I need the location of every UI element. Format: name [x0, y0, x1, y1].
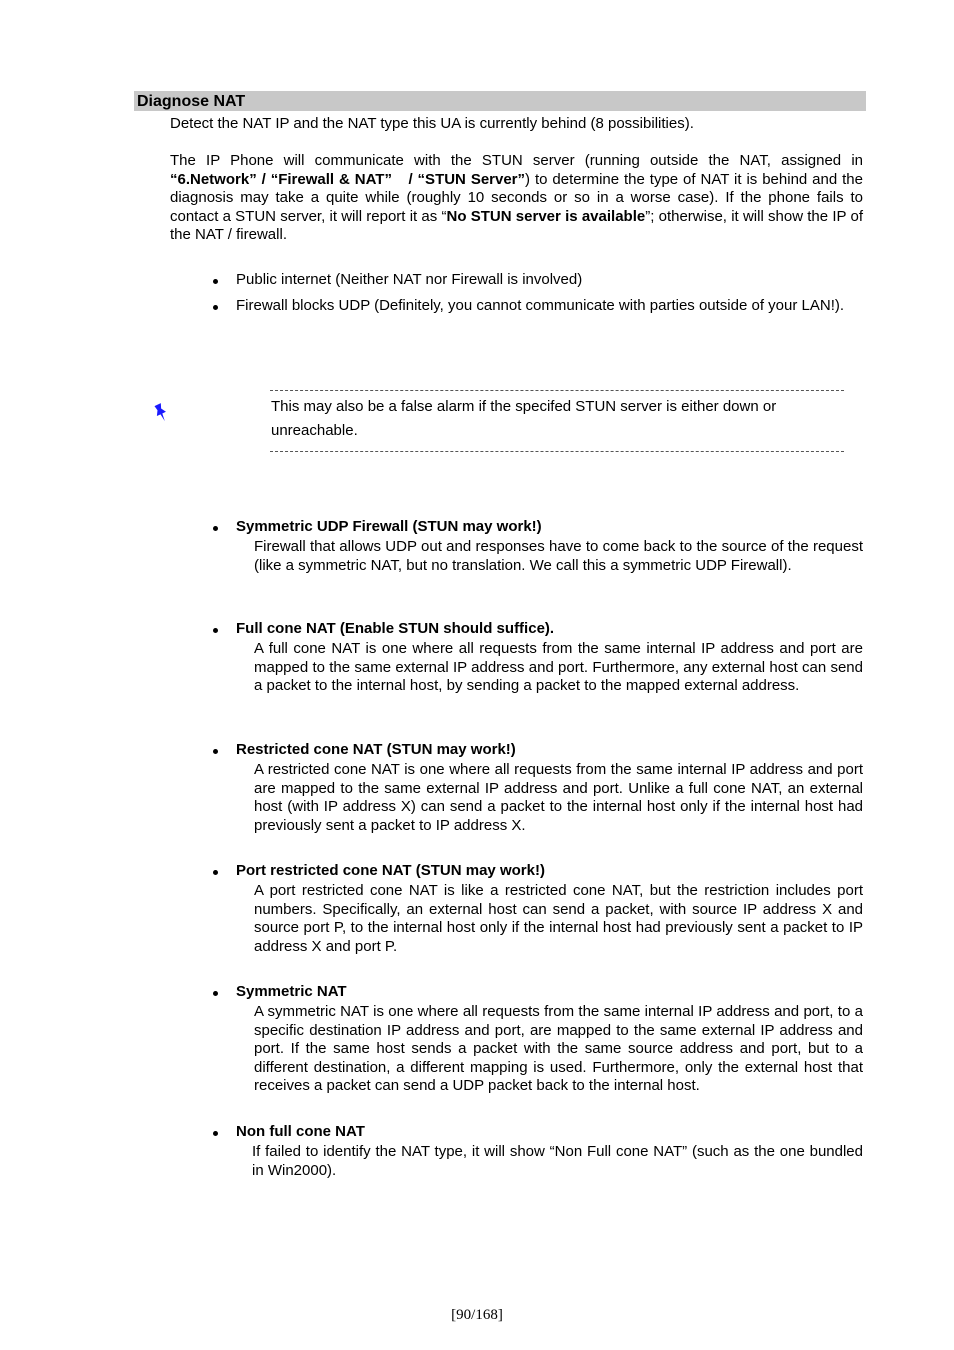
nat-type-description: A port restricted cone NAT is like a restricted cone NAT, but the restriction includes port numbers. Specifically, an external host can send a packet, with source IP address X and source port P, to the internal host only if the internal host had previously sent a packet to IP address X and port P. [254, 882, 863, 955]
note-bottom-rule [270, 451, 844, 452]
intro-text: The IP Phone will communicate with the STUN server (running outside the NAT, assigned in [170, 152, 863, 169]
intro-text: ”; otherwise, it will show the IP of the NAT / firewall. [170, 207, 863, 243]
section-title: Diagnose NAT [137, 93, 246, 110]
bullet-public-internet: Public internet (Neither NAT nor Firewall is involved) [236, 271, 583, 288]
pushpin-icon [154, 402, 170, 424]
nat-type-heading: Symmetric NAT [236, 983, 347, 1000]
intro-paragraph-2 [170, 152, 863, 245]
bullet-dot [213, 279, 218, 284]
bullet-dot [213, 305, 218, 310]
intro-paragraph-1: Detect the NAT IP and the NAT type this UA is currently behind (8 possibilities). [170, 115, 694, 132]
nat-type-description: A symmetric NAT is one where all requests from the same internal IP address and port, to a specific destination IP address and port, are mapped to the same external IP address and port. If the same host sends a packet with the same source address and port, but to a different destination, a different mapping is used. Furthermore, only the external host that receives a packet can send a UDP packet back to the internal host. [254, 1003, 863, 1094]
nat-type-heading: Port restricted cone NAT (STUN may work!) [236, 862, 545, 879]
note-text: This may also be a false alarm if the specifed STUN server is either down or unreachable. [271, 398, 777, 439]
error-message-name: No STUN server is available [446, 207, 646, 225]
menu-path: “6.Network” / “Firewall & NAT” / “STUN Server” [170, 170, 526, 188]
bullet-dot [213, 1131, 218, 1136]
bullet-dot [213, 749, 218, 754]
nat-type-heading: Non full cone NAT [236, 1123, 365, 1140]
nat-type-heading: Full cone NAT (Enable STUN should suffice). [236, 620, 555, 637]
nat-type-heading: Symmetric UDP Firewall (STUN may work!) [236, 518, 542, 535]
bullet-dot [213, 991, 218, 996]
bullet-dot [213, 870, 218, 875]
bullet-firewall-blocks-udp: Firewall blocks UDP (Definitely, you cannot communicate with parties outside of your LAN!). [236, 297, 845, 314]
nat-type-description: A restricted cone NAT is one where all requests from the same internal IP address and port are mapped to the same external IP address and port. Unlike a full cone NAT, an external host (with IP address X) can send a packet to the internal host only if the internal host had previously sent a packet to IP address X. [254, 761, 863, 834]
page-number: [90/168] [451, 1307, 503, 1323]
note-top-rule [270, 390, 844, 391]
nat-type-description: A full cone NAT is one where all requests from the same internal IP address and port are mapped to the same external IP address and port. Furthermore, any external host can send a packet to the internal host, by sending a packet to the mapped external address. [254, 640, 863, 694]
nat-type-heading: Restricted cone NAT (STUN may work!) [236, 741, 516, 758]
bullet-dot [213, 526, 218, 531]
intro-text: ) to determine the type of NAT it is behind and the diagnosis may take a quite while (roughly 10 seconds or so in a worse case). If the phone fails to contact a STUN server, it will report it as “ [170, 170, 863, 225]
nat-type-description: Firewall that allows UDP out and responses have to come back to the source of the request (like a symmetric NAT, but no translation. We call this a symmetric UDP Firewall). [254, 538, 863, 574]
bullet-dot [213, 628, 218, 633]
nat-type-description: If failed to identify the NAT type, it will show “Non Full cone NAT” (such as the one bundled in Win2000). [252, 1143, 863, 1179]
